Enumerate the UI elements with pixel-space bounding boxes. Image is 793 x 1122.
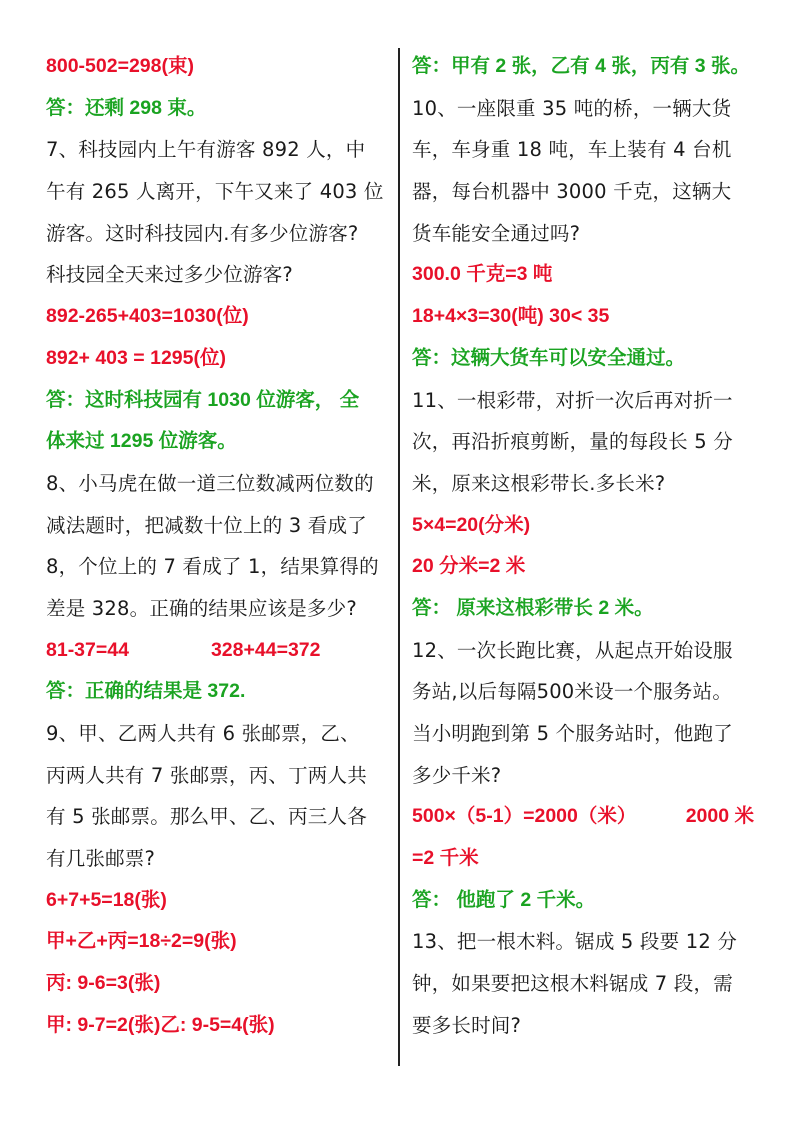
question-line: 8、小马虎在做一道三位数减两位数的 bbox=[46, 471, 374, 495]
question-line: 差是 328。正确的结果应该是多少? bbox=[46, 596, 357, 620]
question-line: 车，车身重 18 吨，车上装有 4 台机 bbox=[412, 138, 732, 162]
answer-line: 答： 他跑了 2 千米。 bbox=[412, 888, 596, 911]
right-column bbox=[412, 46, 754, 1047]
question-line: 9、甲、乙两人共有 6 张邮票，乙、 bbox=[46, 722, 360, 745]
answer-line: 答：这辆大货车可以安全通过。 bbox=[412, 346, 686, 369]
answer-line: 答： 原来这根彩带长 2 米。 bbox=[412, 596, 654, 619]
solution-line bbox=[412, 796, 754, 838]
solution-line: 5×4=20(分米) bbox=[412, 513, 531, 536]
question-line: 游客。这时科技园内.有多少位游客? bbox=[46, 221, 359, 245]
question-line: 要多长时间? bbox=[412, 1013, 522, 1037]
question-line: 10、一座限重 35 吨的桥，一辆大货 bbox=[412, 96, 732, 120]
question-line: 减法题时，把减数十位上的 3 看成了 bbox=[46, 513, 367, 537]
question-line: 丙两人共有 7 张邮票，丙、丁两人共 bbox=[46, 763, 367, 787]
solution-line: 20 分米=2 米 bbox=[412, 555, 526, 578]
column-divider bbox=[398, 48, 400, 1066]
answer-line: 答：这时科技园有 1030 位游客， 全 bbox=[46, 388, 360, 411]
solution-line: 6+7+5=18(张) bbox=[46, 888, 167, 911]
solution-line bbox=[46, 630, 388, 672]
equation-part: 328+44=372 bbox=[210, 638, 321, 661]
question-line: 多少千米? bbox=[412, 763, 502, 787]
question-line: 11、一根彩带，对折一次后再对折一 bbox=[412, 388, 733, 412]
question-line: 米，原来这根彩带长.多长米? bbox=[412, 471, 666, 495]
equation-part: 500×（5-1）=2000（米） bbox=[412, 805, 637, 828]
solution-line: 甲: 9-7=2(张)乙: 9-5=4(张) bbox=[46, 1013, 275, 1036]
answer-line: 答：甲有 2 张，乙有 4 张，丙有 3 张。 bbox=[412, 55, 751, 77]
solution-line: 800-502=298(束) bbox=[46, 55, 194, 77]
question-line: 当小明跑到第 5 个服务站时，他跑了 bbox=[412, 722, 733, 745]
question-line: 次，再沿折痕剪断，量的每段长 5 分 bbox=[412, 430, 733, 454]
answer-line: 答：正确的结果是 372. bbox=[46, 680, 246, 703]
question-line: 12、一次长跑比赛，从起点开始设服 bbox=[412, 638, 733, 662]
question-line: 午有 265 人离开，下午又来了 403 位 bbox=[46, 180, 384, 204]
solution-line: 18+4×3=30(吨) 30< 35 bbox=[412, 305, 610, 328]
question-line: 科技园全天来过多少位游客? bbox=[46, 263, 293, 287]
left-column bbox=[46, 46, 388, 1047]
question-line: 有几张邮票? bbox=[46, 847, 156, 871]
solution-line: 892+ 403 = 1295(位) bbox=[46, 346, 226, 369]
equation-part: 81-37=44 bbox=[46, 638, 129, 661]
question-line: 7、科技园内上午有游客 892 人，中 bbox=[46, 138, 366, 162]
question-line: 务站,以后每隔500米设一个服务站。 bbox=[412, 680, 733, 704]
question-line: 钟，如果要把这根木料锯成 7 段，需 bbox=[412, 972, 733, 996]
question-line: 货车能安全通过吗? bbox=[412, 221, 581, 245]
solution-line: =2 千米 bbox=[412, 847, 479, 870]
solution-line: 丙: 9-6=3(张) bbox=[46, 972, 161, 995]
question-line: 有 5 张邮票。那么甲、乙、丙三人各 bbox=[46, 805, 367, 829]
question-line: 8，个位上的 7 看成了 1，结果算得的 bbox=[46, 555, 379, 579]
solution-line: 300.0 千克=3 吨 bbox=[412, 263, 553, 286]
solution-line: 甲+乙+丙=18÷2=9(张) bbox=[46, 930, 237, 953]
solution-line: 892-265+403=1030(位) bbox=[46, 305, 249, 328]
answer-line: 答：还剩 298 束。 bbox=[46, 96, 207, 119]
question-line: 器，每台机器中 3000 千克，这辆大 bbox=[412, 180, 732, 204]
answer-line: 体来过 1295 位游客。 bbox=[46, 430, 237, 453]
equation-part: 2000 米 bbox=[685, 805, 754, 828]
question-line: 13、把一根木料。锯成 5 段要 12 分 bbox=[412, 930, 738, 954]
